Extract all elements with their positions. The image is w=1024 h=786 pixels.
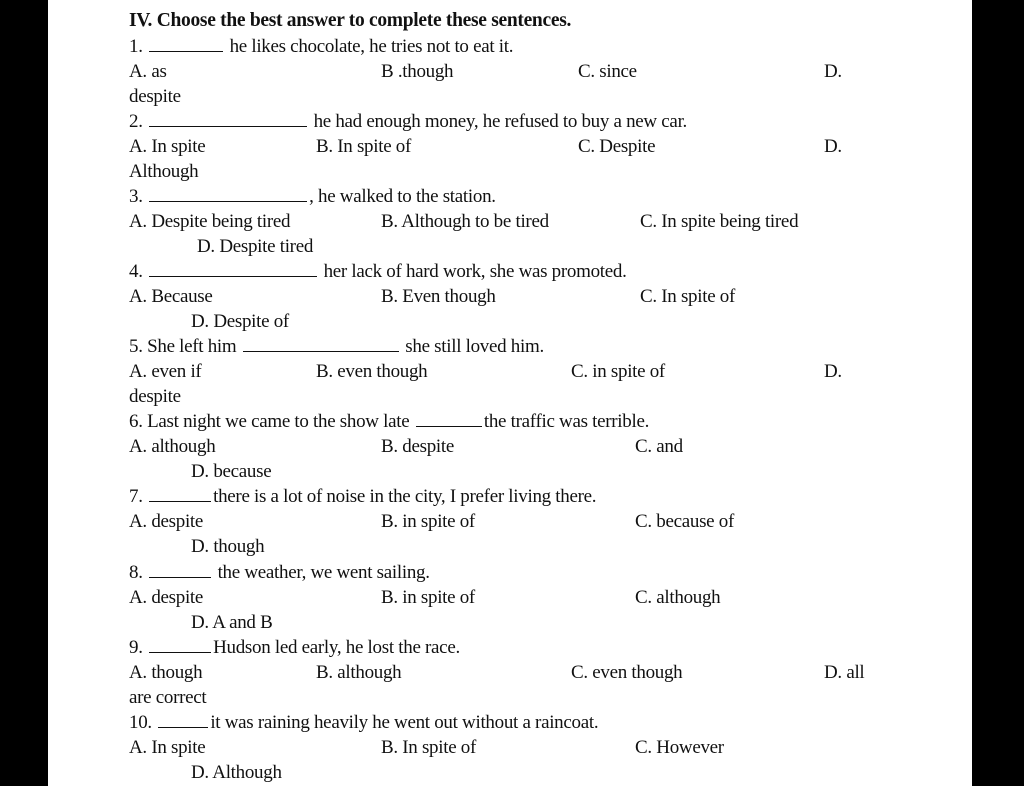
question-text: Hudson led early, he lost the race.	[213, 637, 460, 658]
question-number: 1.	[129, 36, 143, 57]
question-number: 9.	[129, 637, 143, 658]
question-number: 4.	[129, 261, 143, 282]
option-d: D. though	[191, 536, 265, 557]
option-b: B. despite	[381, 436, 454, 457]
option-b: B. Even though	[381, 286, 496, 307]
answer-blank	[149, 261, 317, 277]
option-b: B. In spite of	[381, 737, 477, 758]
option-d-continued: despite	[129, 386, 181, 407]
question-number: 3.	[129, 186, 143, 207]
answer-blank	[243, 336, 399, 352]
question-10	[129, 712, 598, 734]
question-text: he had enough money, he refused to buy a new car.	[313, 111, 687, 132]
option-c: C. However	[635, 737, 724, 758]
question-3	[129, 186, 496, 208]
question-4	[129, 261, 627, 283]
question-text: , he walked to the station.	[309, 186, 496, 207]
question-text: he likes chocolate, he tries not to eat it.	[229, 36, 514, 57]
option-a: A. Because	[129, 286, 213, 307]
option-a: A. In spite	[129, 737, 206, 758]
option-b: B. in spite of	[381, 511, 475, 532]
option-b: B. Although to be tired	[381, 211, 549, 232]
option-c: C. even though	[571, 662, 683, 683]
question-number: 5.	[129, 336, 143, 357]
answer-blank	[149, 186, 307, 202]
option-d: D. Despite of	[191, 311, 289, 332]
option-d: D. because	[191, 461, 272, 482]
question-number: 10.	[129, 712, 152, 733]
option-d: D. A and B	[191, 612, 273, 633]
question-number: 2.	[129, 111, 143, 132]
question-text: the traffic was terrible.	[483, 411, 650, 432]
question-2	[129, 111, 687, 133]
option-a: A. despite	[129, 511, 204, 532]
answer-blank	[149, 36, 223, 52]
option-c: C. in spite of	[571, 361, 665, 382]
option-d: D. Although	[191, 762, 282, 783]
question-text-before: She left him	[147, 336, 237, 357]
option-d-continued: despite	[129, 86, 181, 107]
option-d: D. Despite tired	[197, 236, 314, 257]
exercise-title: IV. Choose the best answer to complete these sentences.	[129, 10, 572, 31]
question-text: the weather, we went sailing.	[217, 562, 430, 583]
option-c: C. and	[635, 436, 683, 457]
option-d-continued: are correct	[129, 687, 207, 708]
answer-blank	[149, 111, 307, 127]
option-a: A. even if	[129, 361, 202, 382]
answer-blank	[149, 562, 211, 578]
option-b: B .though	[381, 61, 454, 82]
option-b: B. although	[316, 662, 402, 683]
option-a: A. as	[129, 61, 167, 82]
option-c: C. In spite of	[640, 286, 736, 307]
question-text: there is a lot of noise in the city, I prefer living there.	[213, 486, 597, 507]
question-6	[129, 411, 649, 433]
option-c: C. since	[578, 61, 637, 82]
option-a: A. though	[129, 662, 203, 683]
option-d: D. all	[824, 662, 865, 683]
question-8	[129, 562, 430, 584]
option-b: B. In spite of	[316, 136, 412, 157]
question-text-before: Last night we came to the show late	[147, 411, 410, 432]
answer-blank	[149, 637, 211, 653]
option-d: D.	[824, 361, 842, 382]
question-1	[129, 36, 513, 58]
question-text: she still loved him.	[405, 336, 544, 357]
option-d-continued: Although	[129, 161, 199, 182]
option-a: A. In spite	[129, 136, 206, 157]
question-7	[129, 486, 596, 508]
option-c: C. because of	[635, 511, 734, 532]
option-a: A. Despite being tired	[129, 211, 291, 232]
option-c: C. Despite	[578, 136, 656, 157]
answer-blank	[149, 486, 211, 502]
answer-blank	[158, 712, 208, 728]
worksheet-page	[48, 0, 972, 786]
question-9	[129, 637, 460, 659]
option-d: D.	[824, 61, 842, 82]
answer-blank	[416, 411, 482, 427]
question-5	[129, 336, 544, 358]
option-b: B. in spite of	[381, 587, 475, 608]
question-text: it was raining heavily he went out without a raincoat.	[210, 712, 599, 733]
option-a: A. despite	[129, 587, 204, 608]
option-b: B. even though	[316, 361, 428, 382]
option-c: C. In spite being tired	[640, 211, 799, 232]
question-number: 7.	[129, 486, 143, 507]
option-a: A. although	[129, 436, 216, 457]
question-text: her lack of hard work, she was promoted.	[323, 261, 627, 282]
option-d: D.	[824, 136, 842, 157]
question-number: 8.	[129, 562, 143, 583]
question-number: 6.	[129, 411, 143, 432]
option-c: C. although	[635, 587, 721, 608]
